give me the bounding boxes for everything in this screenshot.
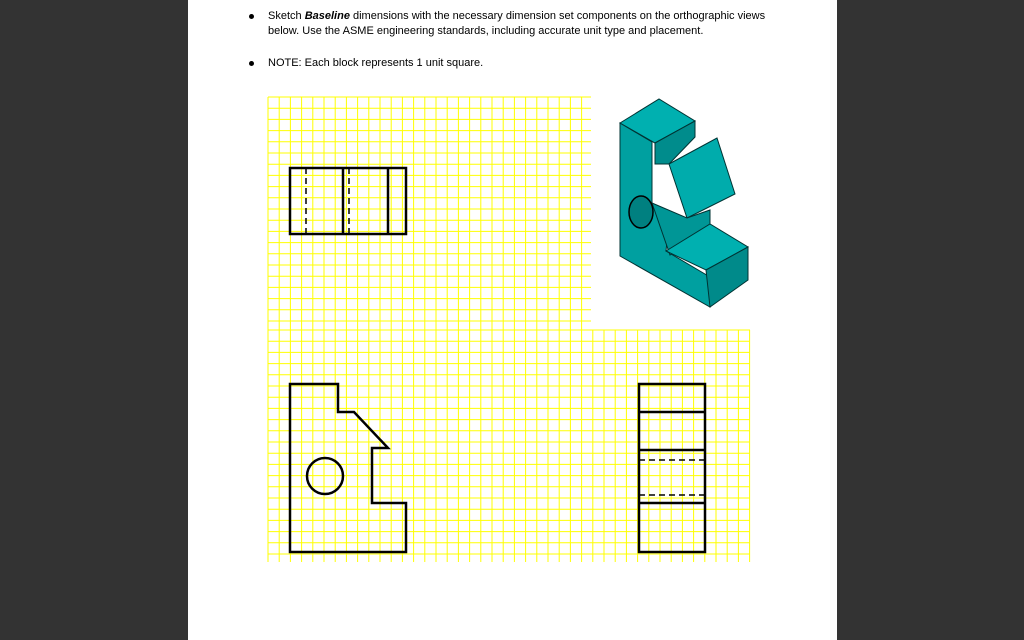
- instruction-text: dimensions with the necessary dimension set components on the orthographic views below. Use the ASME engineering standards, including accurate unit type and placement.: [268, 10, 766, 37]
- document-page: [188, 0, 837, 640]
- drawing-figure: [188, 0, 837, 640]
- isometric-model: [620, 99, 748, 307]
- front-view-outline: [290, 384, 406, 552]
- top-view: [290, 168, 406, 234]
- instruction-prefix: Sketch: [268, 10, 305, 22]
- instruction-text: NOTE: Each block represents 1 unit square.: [268, 57, 484, 69]
- instruction-emphasis: Baseline: [304, 10, 350, 22]
- model-hole: [629, 196, 653, 228]
- front-view: [290, 384, 406, 552]
